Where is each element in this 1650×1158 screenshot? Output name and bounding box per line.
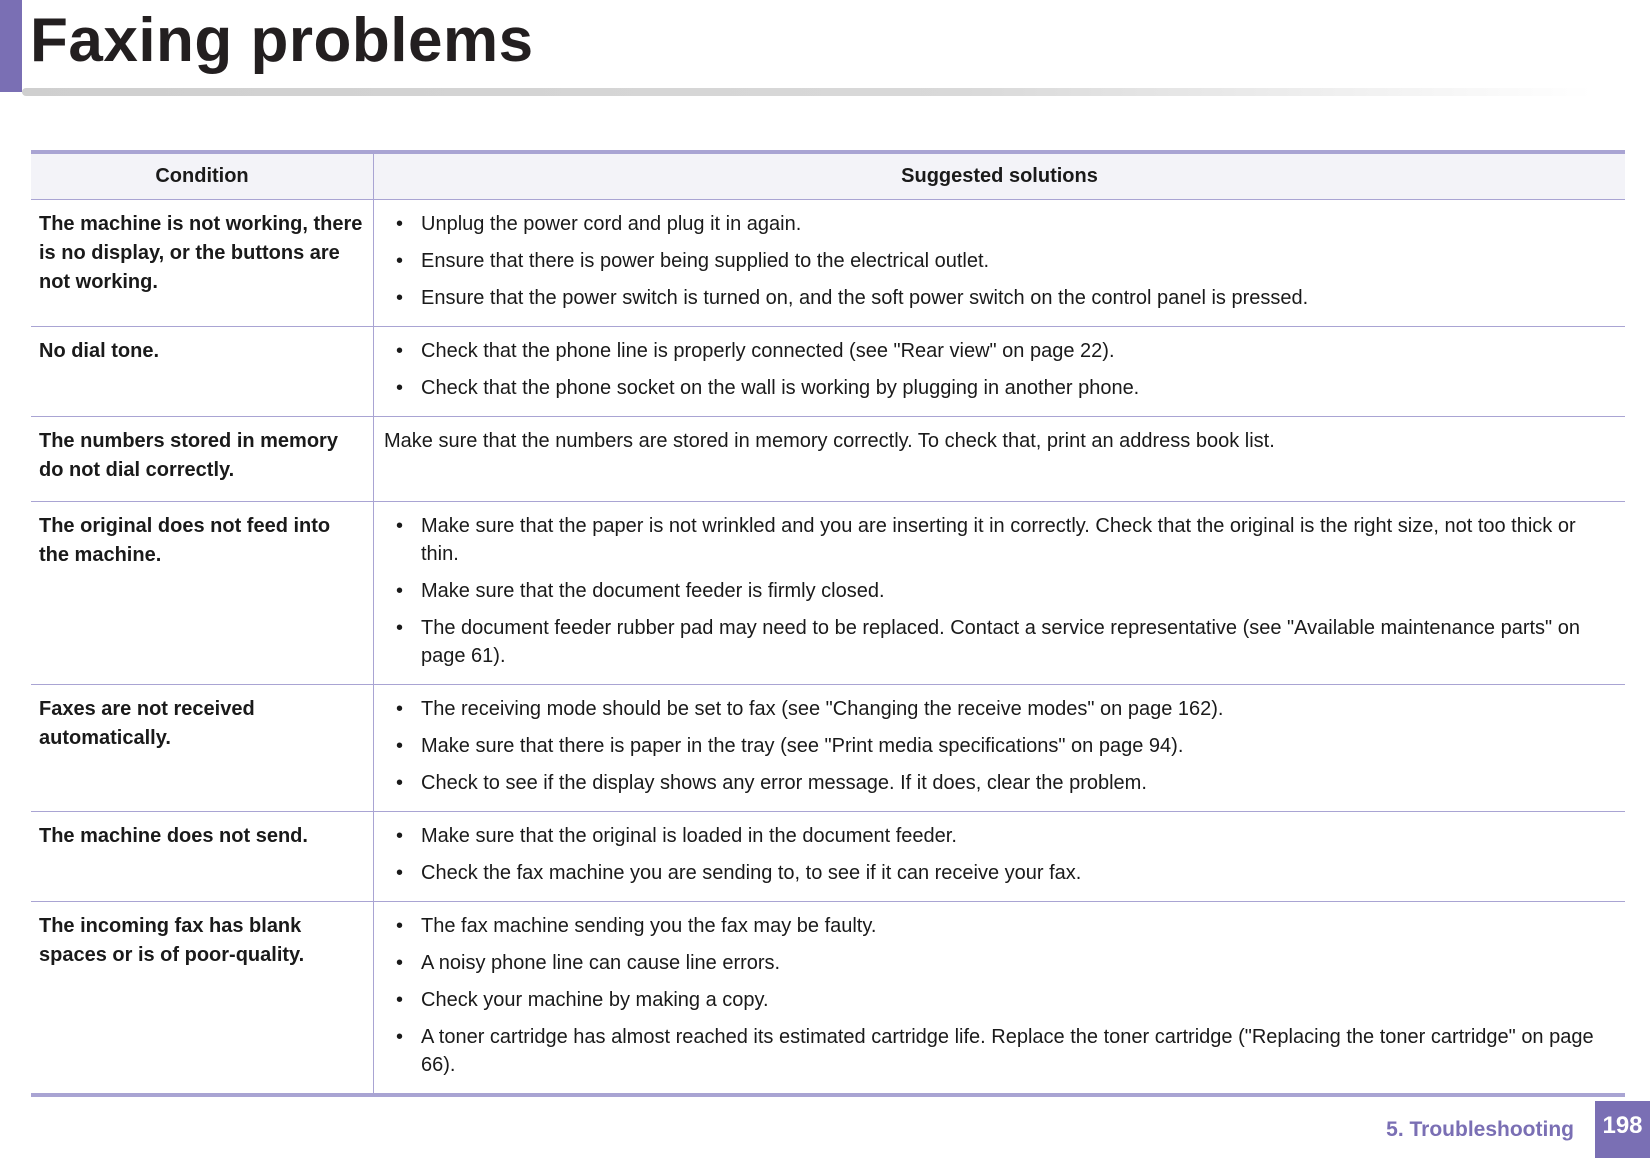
title-accent-bar: [0, 0, 22, 92]
condition-cell: No dial tone.: [31, 327, 374, 417]
solution-text: Make sure that the numbers are stored in memory correctly. To check that, print an address book list.: [384, 430, 1275, 452]
table-row: [31, 502, 1625, 685]
condition-cell: The machine does not send.: [31, 812, 374, 902]
solutions-cell: [374, 502, 1626, 685]
table-row: [31, 417, 1625, 502]
footer-section-label: 5. Troubleshooting: [1386, 1118, 1574, 1141]
solution-item: • Make sure that the document feeder is firmly closed.: [384, 577, 1615, 605]
condition-cell: Faxes are not received automatically.: [31, 685, 374, 812]
solution-list: [384, 695, 1615, 797]
solution-item: • Ensure that the power switch is turned on, and the soft power switch on the control panel is pressed.: [384, 284, 1615, 312]
table-row: [31, 812, 1625, 902]
table-row: [31, 685, 1625, 812]
solution-item: • Make sure that the original is loaded in the document feeder.: [384, 822, 1615, 850]
solution-list: [384, 512, 1615, 670]
solution-item: • Check that the phone socket on the wall is working by plugging in another phone.: [384, 374, 1615, 402]
condition-cell: The original does not feed into the machine.: [31, 502, 374, 685]
page-title: Faxing problems: [30, 6, 534, 75]
solution-item: • The fax machine sending you the fax may be faulty.: [384, 912, 1615, 940]
solutions-cell: [374, 417, 1626, 502]
solution-item: • Make sure that the paper is not wrinkled and you are inserting it in correctly. Check that the original is the right size, not too thick or thin.: [384, 512, 1615, 568]
solution-list: [384, 822, 1615, 887]
solutions-cell: [374, 812, 1626, 902]
table-row: [31, 200, 1625, 327]
solution-item: • A toner cartridge has almost reached its estimated cartridge life. Replace the toner cartridge ("Replacing the toner cartridge" on page 66).: [384, 1023, 1615, 1079]
solutions-cell: [374, 200, 1626, 327]
solution-item: • Check your machine by making a copy.: [384, 986, 1615, 1014]
solution-item: • Check that the phone line is properly connected (see "Rear view" on page 22).: [384, 337, 1615, 365]
condition-cell: The machine is not working, there is no display, or the buttons are not working.: [31, 200, 374, 327]
solution-item: • Ensure that there is power being supplied to the electrical outlet.: [384, 247, 1615, 275]
solution-item: • Check to see if the display shows any error message. If it does, clear the problem.: [384, 769, 1615, 797]
solution-item: • The receiving mode should be set to fax (see "Changing the receive modes" on page 162).: [384, 695, 1615, 723]
solutions-cell: [374, 902, 1626, 1096]
solutions-cell: [374, 685, 1626, 812]
header-condition: Condition: [31, 152, 374, 200]
solution-item: • Make sure that there is paper in the tray (see "Print media specifications" on page 94).: [384, 732, 1615, 760]
solutions-cell: [374, 327, 1626, 417]
header-suggested-solutions: Suggested solutions: [374, 152, 1626, 200]
solution-item: • Check the fax machine you are sending to, to see if it can receive your fax.: [384, 859, 1615, 887]
solution-list: [384, 912, 1615, 1079]
title-underline: [22, 88, 1592, 96]
solution-item: • A noisy phone line can cause line errors.: [384, 949, 1615, 977]
table-row: [31, 327, 1625, 417]
condition-cell: The incoming fax has blank spaces or is of poor-quality.: [31, 902, 374, 1096]
solution-item: • The document feeder rubber pad may need to be replaced. Contact a service representative (see "Available maintenance parts" on page 61).: [384, 614, 1615, 670]
solution-item: • Unplug the power cord and plug it in again.: [384, 210, 1615, 238]
table-header-row: [31, 152, 1625, 200]
faxing-problems-table: [31, 150, 1625, 1097]
solution-list: [384, 210, 1615, 312]
solution-list: [384, 337, 1615, 402]
table-row: [31, 902, 1625, 1096]
condition-cell: The numbers stored in memory do not dial correctly.: [31, 417, 374, 502]
page-number-badge: 198: [1595, 1101, 1650, 1158]
